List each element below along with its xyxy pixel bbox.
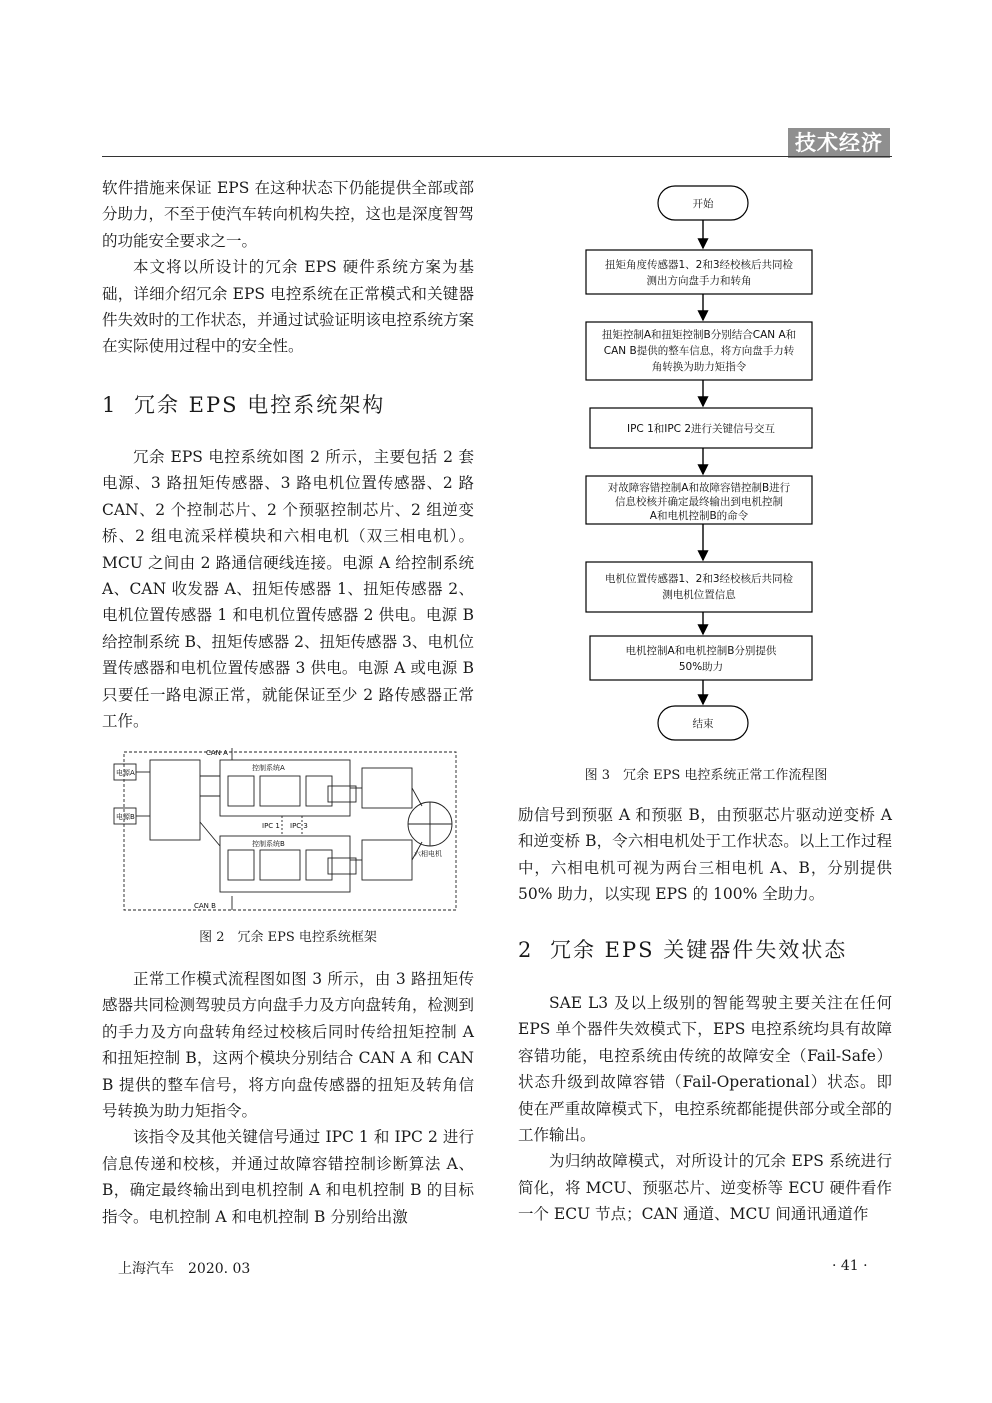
ipc2-label: IPC 3 <box>290 822 308 830</box>
footer-journal: 上海汽车 2020. 03 <box>118 1261 251 1277</box>
heading-1-number: 1 <box>102 393 118 417</box>
heading-1-text: 冗余 EPS 电控系统架构 <box>134 393 386 417</box>
section-tag: 技术经济 <box>788 128 890 158</box>
flow-step-3-line-1: IPC 1和IPC 2进行关键信号交互 <box>626 423 776 435</box>
flow-step-1 <box>586 250 812 294</box>
flow-step-4-line-3: A和电机控制B的命令 <box>649 510 749 522</box>
left-para-4: 正常工作模式流程图如图 3 所示，由 3 路扭矩传感器共同检测驾驶员方向盘手力及方向盘转角，检测到的手力及方向盘转角经过校核后同时传给扭矩控制 A 和扭矩控制 B，这两个模块分别结合 CAN A 和 CAN B 提供的整车信号，将方向盘传感器的扭矩及转角信号转换为助力矩指令。 <box>102 970 475 1121</box>
can-a-label: CAN A <box>206 749 228 757</box>
flow-step-4-line-2: 信息校核并确定最终输出到电机控制 <box>615 496 783 508</box>
figure-3-caption: 图 3 冗余 EPS 电控系统正常工作流程图 <box>584 768 828 783</box>
figure-2-block-diagram <box>112 746 464 914</box>
flow-step-2-line-1: 扭矩控制A和扭矩控制B分别结合CAN A和 <box>601 329 797 341</box>
right-column-bottom <box>518 990 892 1228</box>
figure-2-caption: 图 2 冗余 EPS 电控系统框架 <box>199 930 377 945</box>
left-column-top <box>102 175 474 360</box>
section-heading-2 <box>518 934 847 964</box>
footer-page-number: · 41 · <box>832 1258 868 1274</box>
left-para-5: 该指令及其他关键信号通过 IPC 1 和 IPC 2 进行信息传递和校核，并通过故障容错控制诊断算法 A、B，确定最终输出到电机控制 A 和电机控制 B 的目标指令。电机控制 A 和电机控制 B 分别给出激 <box>102 1128 474 1226</box>
flow-step-4-line-1: 对故障容错控制A和故障容错控制B进行 <box>607 482 791 494</box>
heading-2-number: 2 <box>518 938 534 962</box>
figure-3-flowchart <box>578 180 828 750</box>
left-column-mid <box>102 444 474 734</box>
flow-step-6-line-1: 电机控制A和电机控制B分别提供 <box>625 645 777 657</box>
header-rule <box>102 156 892 157</box>
flow-step-1-line-1: 扭矩角度传感器1、2和3经校核后共同检 <box>604 259 794 271</box>
left-para-3: 冗余 EPS 电控系统如图 2 所示，主要包括 2 套电源、3 路扭矩传感器、3 路电机位置传感器、2 路 CAN、2 个控制芯片、2 个预驱控制芯片、2 组逆变桥、2 组电流采样模块和六相电机（双三相电机）。MCU 之间由 2 路通信硬线连接。电源 A 给控制系统 A、CAN 收发器 A、扭矩传感器 1、扭矩传感器 2、电机位置传感器 1 和电机位置传感器 2 供电。电源 B 给控制系统 B、扭矩传感器 2、扭矩传感器 3、电机位置传感器和电机位置传感器 3 供电。电源 A 或电源 B 只要任一路电源正常，就能保证至少 2 路传感器正常工作。 <box>102 448 474 731</box>
flow-start-text: 开始 <box>692 198 714 210</box>
flow-step-6-line-2: 50%助力 <box>678 661 724 673</box>
ctrl-b-label: 控制系统B <box>252 840 285 848</box>
right-para-3: 为归纳故障模式，对所设计的冗余 EPS 系统进行简化，将 MCU、预驱芯片、逆变桥等 ECU 硬件看作一个 ECU 节点；CAN 通道、MCU 间通讯通道作 <box>518 1152 892 1224</box>
flow-step-6 <box>590 636 812 680</box>
flow-end-text: 结束 <box>692 718 714 730</box>
power-b-label: 电源B <box>116 813 135 821</box>
heading-2-text: 冗余 EPS 关键器件失效状态 <box>550 938 848 962</box>
left-para-1: 软件措施来保证 EPS 在这种状态下仍能提供全部或部分助力，不至于使汽车转向机构失控，这也是深度智驾的功能安全要求之一。 <box>102 179 475 250</box>
flow-step-5-line-2: 测电机位置信息 <box>662 589 736 601</box>
motor-label: 六相电机 <box>414 850 442 858</box>
ipc1-label: IPC 1 <box>262 822 280 830</box>
section-heading-1 <box>102 389 385 419</box>
flow-step-5 <box>586 562 812 612</box>
power-a-label: 电源A <box>116 769 135 777</box>
left-column-bottom <box>102 966 474 1230</box>
can-b-label: CAN B <box>194 902 216 910</box>
right-para-1: 励信号到预驱 A 和预驱 B，由预驱芯片驱动逆变桥 A 和逆变桥 B，令六相电机处于工作状态。以上工作过程中，六相电机可视为两台三相电机 A、B，分别提供 50% 助力，以实现 EPS 的 100% 全助力。 <box>518 806 892 904</box>
ctrl-a-label: 控制系统A <box>252 764 285 772</box>
flow-step-2-line-2: CAN B提供的整车信息，将方向盘手力转 <box>603 345 795 357</box>
right-para-2: SAE L3 及以上级别的智能驾驶主要关注在任何 EPS 单个器件失效模式下，EPS 电控系统均具有故障容错功能，电控系统由传统的故障安全（Fail-Safe）状态升级到故障容错（Fail-Operational）状态。即使在严重故障模式下，电控系统都能提供部分或全部的工作输出。 <box>518 994 892 1145</box>
flow-step-2-line-3: 角转换为助力矩指令 <box>651 361 747 373</box>
left-para-2: 本文将以所设计的冗余 EPS 硬件系统方案为基础，详细介绍冗余 EPS 电控系统在正常模式和关键器件失效时的工作状态，并通过试验证明该电控系统方案在实际使用过程中的安全性。 <box>102 258 475 356</box>
right-column-top <box>518 802 892 908</box>
flow-step-5-line-1: 电机位置传感器1、2和3经校核后共同检 <box>604 573 794 585</box>
flow-step-1-line-2: 测出方向盘手力和转角 <box>646 275 752 287</box>
